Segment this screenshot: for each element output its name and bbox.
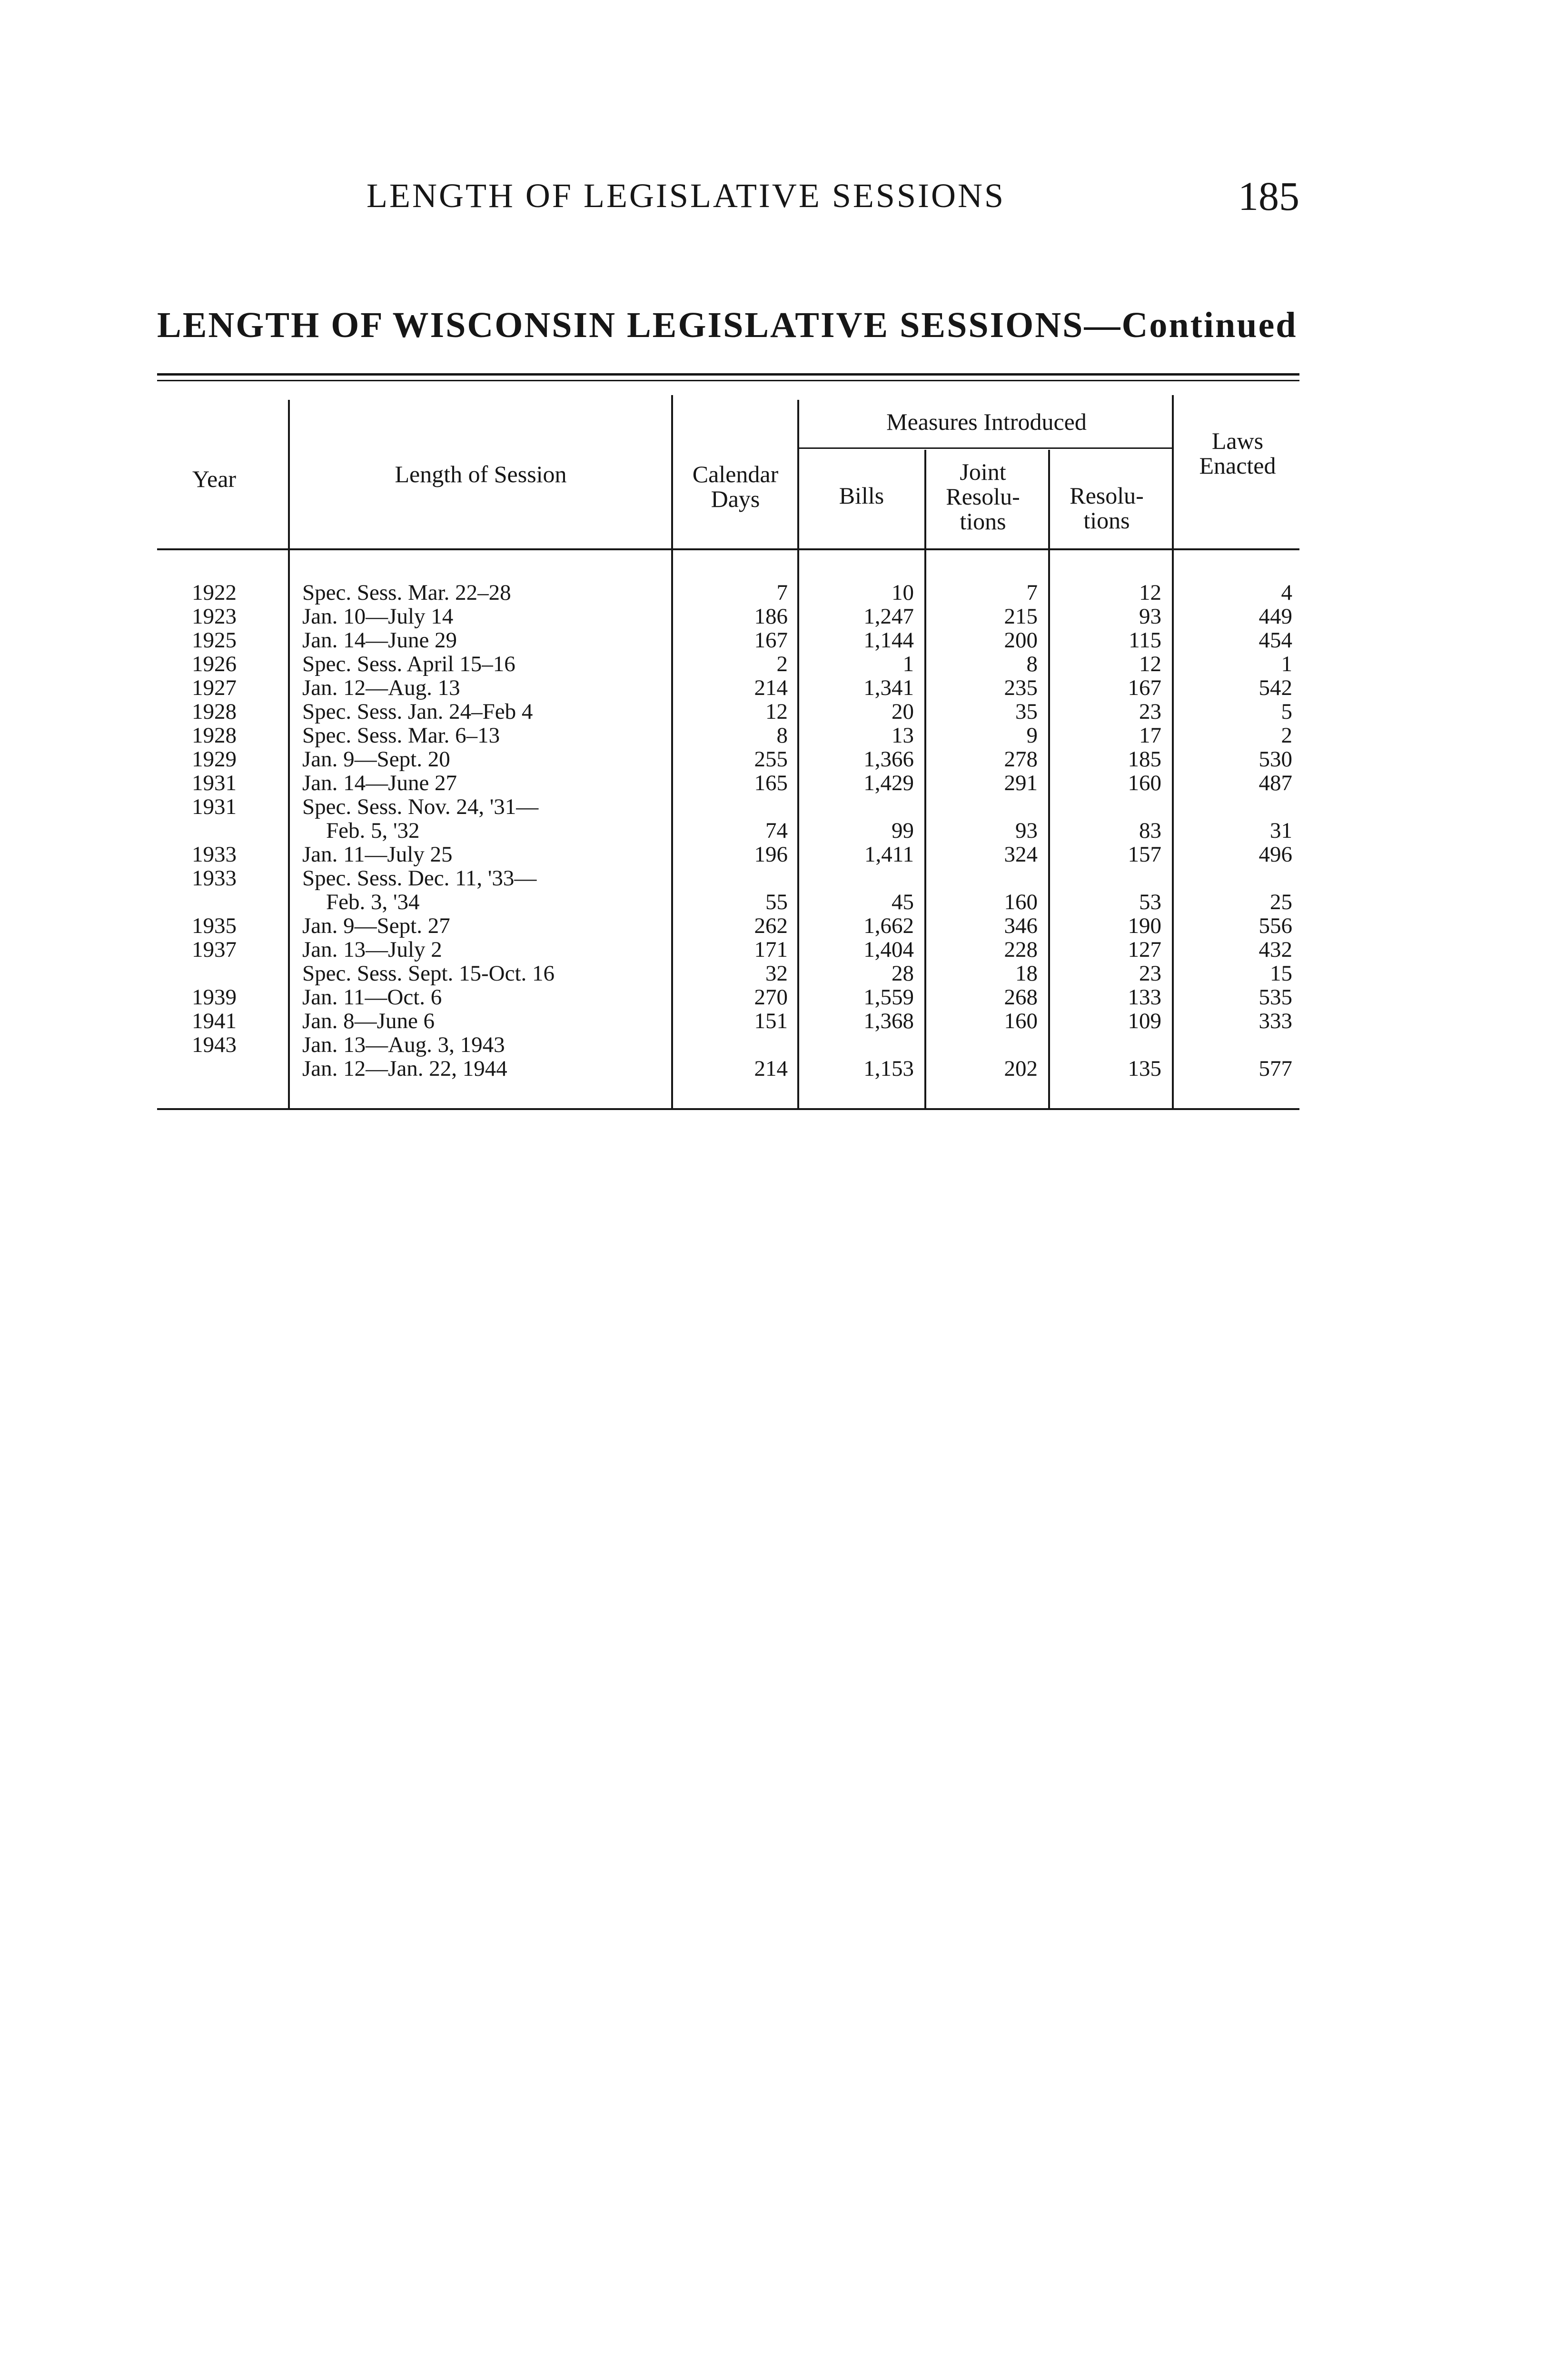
cell-resolutions: 157: [1128, 842, 1161, 867]
top-rule-thin: [157, 380, 1299, 381]
cell-bills: 1,404: [863, 937, 914, 962]
cell-laws-enacted: 577: [1259, 1056, 1292, 1081]
cell-laws-enacted: 1: [1281, 652, 1292, 676]
table-row: [157, 724, 1299, 747]
cell-laws-enacted: 15: [1270, 961, 1292, 986]
cell-bills: 1,247: [863, 604, 914, 629]
cell-laws-enacted: 449: [1259, 604, 1292, 629]
cell-joint-resolutions: 160: [1004, 890, 1038, 914]
cell-joint-resolutions: 202: [1004, 1056, 1038, 1081]
session-line: Spec. Sess. Jan. 24–Feb 4: [302, 700, 533, 724]
cell-year: 1941: [192, 1009, 237, 1033]
cell-joint-resolutions: 200: [1004, 628, 1038, 653]
header-length: Length of Session: [395, 461, 567, 487]
cell-year: 1926: [192, 652, 237, 676]
cell-bills: 10: [892, 580, 914, 605]
cell-resolutions: 167: [1128, 675, 1161, 700]
table-row: [157, 962, 1299, 985]
cell-calendar-days: 262: [754, 913, 788, 938]
cell-calendar-days: 214: [754, 675, 788, 700]
cell-laws-enacted: 31: [1270, 818, 1292, 843]
session-line: Spec. Sess. Dec. 11, '33—: [302, 866, 537, 891]
cell-bills: 1,366: [863, 747, 914, 772]
cell-calendar-days: 12: [765, 699, 788, 724]
cell-resolutions: 53: [1139, 890, 1161, 914]
cell-year: 1927: [192, 675, 237, 700]
session-line: Jan. 10—July 14: [302, 605, 454, 628]
cell-resolutions: 160: [1128, 771, 1161, 795]
cell-calendar-days: 167: [754, 628, 788, 653]
header-joint-resolutions: Joint Resolu- tions: [946, 458, 1020, 535]
table-body: [157, 581, 1299, 1081]
cell-calendar-days: 32: [765, 961, 788, 986]
cell-joint-resolutions: 9: [1026, 723, 1038, 748]
cell-year: 1928: [192, 723, 237, 748]
cell-bills: 1,144: [863, 628, 914, 653]
table-row: [157, 700, 1299, 724]
table-row: [157, 676, 1299, 700]
cell-resolutions: 23: [1139, 699, 1161, 724]
session-line: Spec. Sess. Sept. 15-Oct. 16: [302, 962, 555, 985]
session-line: Spec. Sess. Nov. 24, '31—: [302, 795, 539, 819]
cell-laws-enacted: 487: [1259, 771, 1292, 795]
cell-resolutions: 17: [1139, 723, 1161, 748]
cell-joint-resolutions: 278: [1004, 747, 1038, 772]
cell-resolutions: 12: [1139, 580, 1161, 605]
cell-year: 1933: [192, 842, 237, 867]
cell-joint-resolutions: 346: [1004, 913, 1038, 938]
top-rule: [157, 373, 1299, 376]
cell-calendar-days: 255: [754, 747, 788, 772]
session-line: Feb. 5, '32: [326, 818, 420, 843]
table-row: [157, 605, 1299, 628]
table-row: [157, 771, 1299, 795]
cell-laws-enacted: 25: [1270, 890, 1292, 914]
session-line: Jan. 8—June 6: [302, 1009, 435, 1033]
cell-laws-enacted: 333: [1259, 1009, 1292, 1033]
table-row: [157, 1009, 1299, 1033]
cell-laws-enacted: 496: [1259, 842, 1292, 867]
header-bills: Bills: [839, 482, 884, 509]
cell-calendar-days: 165: [754, 771, 788, 795]
running-title: LENGTH OF LEGISLATIVE SESSIONS: [367, 177, 1005, 215]
cell-year: 1925: [192, 628, 237, 653]
session-line: Jan. 12—Aug. 13: [302, 676, 460, 700]
cell-calendar-days: 151: [754, 1009, 788, 1033]
cell-year: 1939: [192, 985, 237, 1010]
header-resolutions: Resolu- tions: [1070, 482, 1144, 534]
cell-joint-resolutions: 35: [1015, 699, 1038, 724]
session-line: Jan. 11—July 25: [302, 843, 453, 866]
cell-resolutions: 190: [1128, 913, 1161, 938]
cell-year: 1937: [192, 937, 237, 962]
cell-joint-resolutions: 228: [1004, 937, 1038, 962]
cell-bills: 13: [892, 723, 914, 748]
sessions-table: [157, 371, 1299, 1123]
cell-bills: 1,341: [863, 675, 914, 700]
table-row: [157, 747, 1299, 771]
cell-calendar-days: 55: [765, 890, 788, 914]
cell-laws-enacted: 5: [1281, 699, 1292, 724]
cell-joint-resolutions: 324: [1004, 842, 1038, 867]
running-head: [157, 172, 1299, 220]
cell-joint-resolutions: 18: [1015, 961, 1038, 986]
table-row: [157, 628, 1299, 652]
cell-joint-resolutions: 93: [1015, 818, 1038, 843]
session-line: Feb. 3, '34: [326, 890, 420, 914]
cell-year: 1931: [192, 794, 237, 819]
cell-calendar-days: 270: [754, 985, 788, 1010]
session-line: Spec. Sess. Mar. 22–28: [302, 581, 511, 605]
cell-bills: 45: [892, 890, 914, 914]
table-row: [157, 581, 1299, 605]
cell-calendar-days: 7: [776, 580, 788, 605]
cell-joint-resolutions: 8: [1026, 652, 1038, 676]
cell-resolutions: 133: [1128, 985, 1161, 1010]
cell-year: 1931: [192, 771, 237, 795]
cell-resolutions: 93: [1139, 604, 1161, 629]
cell-bills: 1,368: [863, 1009, 914, 1033]
cell-calendar-days: 171: [754, 937, 788, 962]
table-row: [157, 652, 1299, 676]
table-row: [157, 938, 1299, 962]
cell-year: 1935: [192, 913, 237, 938]
measures-rule: [797, 447, 1173, 449]
cell-joint-resolutions: 291: [1004, 771, 1038, 795]
cell-laws-enacted: 542: [1259, 675, 1292, 700]
session-line: Jan. 14—June 29: [302, 628, 457, 652]
cell-resolutions: 135: [1128, 1056, 1161, 1081]
cell-resolutions: 12: [1139, 652, 1161, 676]
cell-calendar-days: 8: [776, 723, 788, 748]
session-line: Jan. 12—Jan. 22, 1944: [302, 1056, 507, 1081]
table-row: [157, 985, 1299, 1009]
table-row: [157, 914, 1299, 938]
session-line: Jan. 9—Sept. 27: [302, 914, 450, 938]
cell-bills: 20: [892, 699, 914, 724]
cell-year: 1923: [192, 604, 237, 629]
session-line: Jan. 13—July 2: [302, 938, 442, 962]
cell-laws-enacted: 535: [1259, 985, 1292, 1010]
cell-year: 1928: [192, 699, 237, 724]
cell-bills: 1,559: [863, 985, 914, 1010]
cell-joint-resolutions: 7: [1026, 580, 1038, 605]
cell-bills: 1,662: [863, 913, 914, 938]
session-line: Spec. Sess. Mar. 6–13: [302, 724, 500, 747]
cell-year: 1933: [192, 866, 237, 891]
session-line: Jan. 14—June 27: [302, 771, 457, 795]
cell-laws-enacted: 556: [1259, 913, 1292, 938]
cell-resolutions: 127: [1128, 937, 1161, 962]
cell-resolutions: 23: [1139, 961, 1161, 986]
cell-laws-enacted: 454: [1259, 628, 1292, 653]
cell-calendar-days: 196: [754, 842, 788, 867]
page-number: 185: [1238, 173, 1299, 219]
header-measures-introduced: Measures Introduced: [886, 408, 1087, 435]
cell-bills: 1,153: [863, 1056, 914, 1081]
cell-calendar-days: 74: [765, 818, 788, 843]
cell-calendar-days: 186: [754, 604, 788, 629]
session-line: Jan. 13—Aug. 3, 1943: [302, 1033, 505, 1057]
cell-calendar-days: 2: [776, 652, 788, 676]
session-line: Jan. 11—Oct. 6: [302, 985, 442, 1009]
cell-bills: 1: [902, 652, 914, 676]
session-line: Jan. 9—Sept. 20: [302, 747, 450, 771]
table-title: LENGTH OF WISCONSIN LEGISLATIVE SESSIONS—Continued: [157, 305, 1298, 345]
table-row: [157, 1033, 1299, 1081]
cell-laws-enacted: 4: [1281, 580, 1292, 605]
cell-bills: 28: [892, 961, 914, 986]
cell-resolutions: 109: [1128, 1009, 1161, 1033]
header-laws-enacted: Laws Enacted: [1199, 427, 1276, 479]
session-line: Spec. Sess. April 15–16: [302, 652, 515, 676]
cell-resolutions: 83: [1139, 818, 1161, 843]
cell-joint-resolutions: 160: [1004, 1009, 1038, 1033]
cell-resolutions: 115: [1129, 628, 1161, 653]
cell-laws-enacted: 530: [1259, 747, 1292, 772]
cell-resolutions: 185: [1128, 747, 1161, 772]
header-rule: [157, 548, 1299, 550]
cell-joint-resolutions: 215: [1004, 604, 1038, 629]
cell-laws-enacted: 432: [1259, 937, 1292, 962]
cell-joint-resolutions: 268: [1004, 985, 1038, 1010]
cell-laws-enacted: 2: [1281, 723, 1292, 748]
cell-bills: 1,411: [864, 842, 914, 867]
table-row: [157, 795, 1299, 843]
cell-joint-resolutions: 235: [1004, 675, 1038, 700]
cell-year: 1922: [192, 580, 237, 605]
cell-bills: 1,429: [863, 771, 914, 795]
cell-year: 1929: [192, 747, 237, 772]
header-year: Year: [192, 466, 237, 492]
bottom-rule: [157, 1108, 1299, 1110]
cell-calendar-days: 214: [754, 1056, 788, 1081]
cell-year: 1943: [192, 1032, 237, 1057]
cell-bills: 99: [892, 818, 914, 843]
table-row: [157, 843, 1299, 866]
header-calendar-days: Calendar Days: [692, 461, 779, 512]
table-row: [157, 866, 1299, 914]
